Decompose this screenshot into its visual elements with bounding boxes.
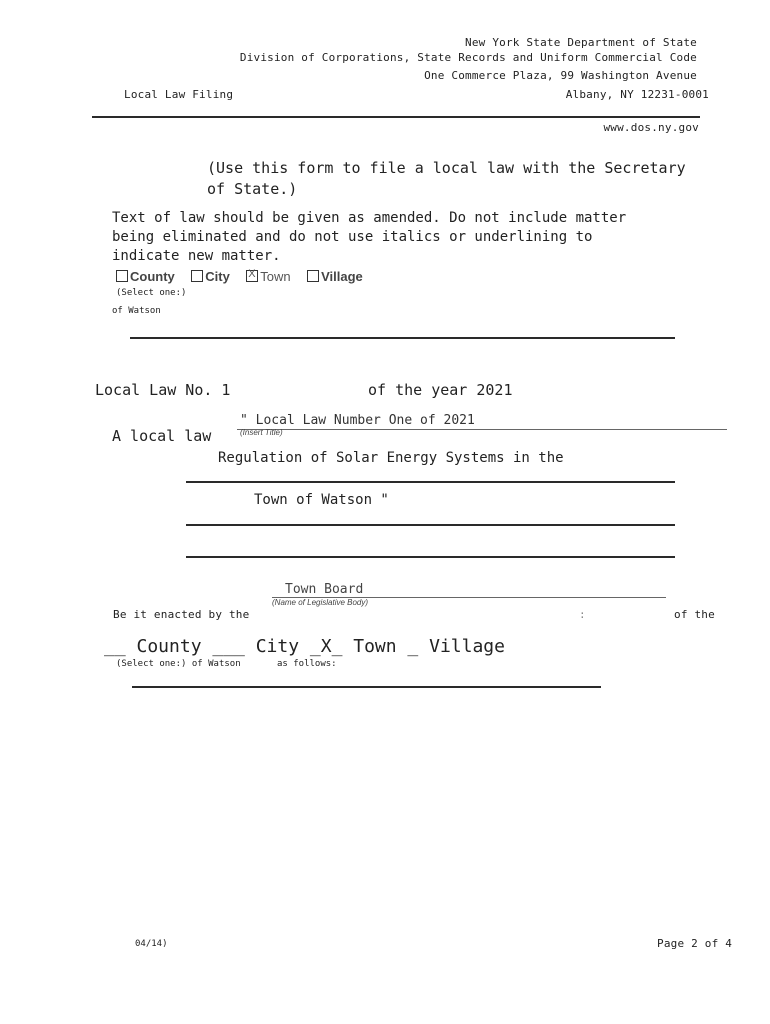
form-name: Local Law Filing xyxy=(124,88,234,101)
county-label: County xyxy=(130,269,175,284)
city-checkbox[interactable] xyxy=(191,270,203,282)
county-checkbox[interactable] xyxy=(116,270,128,282)
address-line: One Commerce Plaza, 99 Washington Avenue xyxy=(424,69,697,82)
village-checkbox[interactable] xyxy=(307,270,319,282)
option-county[interactable] xyxy=(116,269,175,284)
city-state-zip: Albany, NY 12231-0001 xyxy=(565,88,709,101)
municipality-name: of Watson xyxy=(112,306,161,316)
town-checkbox[interactable] xyxy=(246,270,258,282)
law-title-line-2: Regulation of Solar Energy Systems in the xyxy=(218,450,564,466)
of-the-label: of the xyxy=(674,608,715,621)
title-underline-3 xyxy=(186,524,675,526)
municipality-type-line: __ County ___ City _X_ Town _ Village xyxy=(104,636,505,657)
text-instruction-1: Text of law should be given as amended. Do not include matter xyxy=(112,210,627,226)
town-label: Town xyxy=(260,269,291,284)
insert-title-caption: (Insert Title) xyxy=(240,428,283,437)
city-label: City xyxy=(205,269,230,284)
option-town[interactable] xyxy=(246,269,290,284)
option-city[interactable] xyxy=(191,269,230,284)
village-label: Village xyxy=(321,269,363,284)
municipality-underline xyxy=(130,337,675,339)
law-year: of the year 2021 xyxy=(368,381,513,399)
title-underline-1 xyxy=(237,429,727,430)
enactment-underline xyxy=(132,686,601,688)
select-one-of-watson: (Select one:) of Watson xyxy=(116,659,241,669)
be-it-enacted: Be it enacted by the xyxy=(113,608,250,621)
legislative-body-value[interactable]: Town Board xyxy=(285,582,364,597)
enactment-colon: : xyxy=(579,608,586,621)
page-number: Page 2 of 4 xyxy=(657,937,733,950)
as-follows: as follows: xyxy=(277,659,337,669)
header-rule xyxy=(92,116,700,118)
website-link[interactable]: www.dos.ny.gov xyxy=(603,121,699,134)
legislative-body-caption: (Name of Legislative Body) xyxy=(272,598,369,607)
form-revision: 04/14) xyxy=(135,939,168,949)
local-law-prefix: A local law xyxy=(112,427,212,445)
option-village[interactable] xyxy=(307,269,363,284)
department-name: New York State Department of State xyxy=(465,36,697,49)
municipality-type-checkboxes xyxy=(116,268,375,286)
title-underline-4 xyxy=(186,556,675,558)
title-underline-2 xyxy=(186,481,675,483)
law-title-value[interactable]: " Local Law Number One of 2021 xyxy=(240,413,475,428)
use-form-instruction-1: (Use this form to file a local law with the Secretary xyxy=(207,159,686,177)
law-title-line-3: Town of Watson " xyxy=(254,492,389,508)
text-instruction-3: indicate new matter. xyxy=(112,248,281,264)
division-name: Division of Corporations, State Records and Uniform Commercial Code xyxy=(239,51,697,64)
text-instruction-2: being eliminated and do not use italics or underlining to xyxy=(112,229,593,245)
use-form-instruction-2: of State.) xyxy=(207,180,298,198)
select-one-hint: (Select one:) xyxy=(116,288,187,298)
local-law-number: Local Law No. 1 xyxy=(95,381,231,399)
